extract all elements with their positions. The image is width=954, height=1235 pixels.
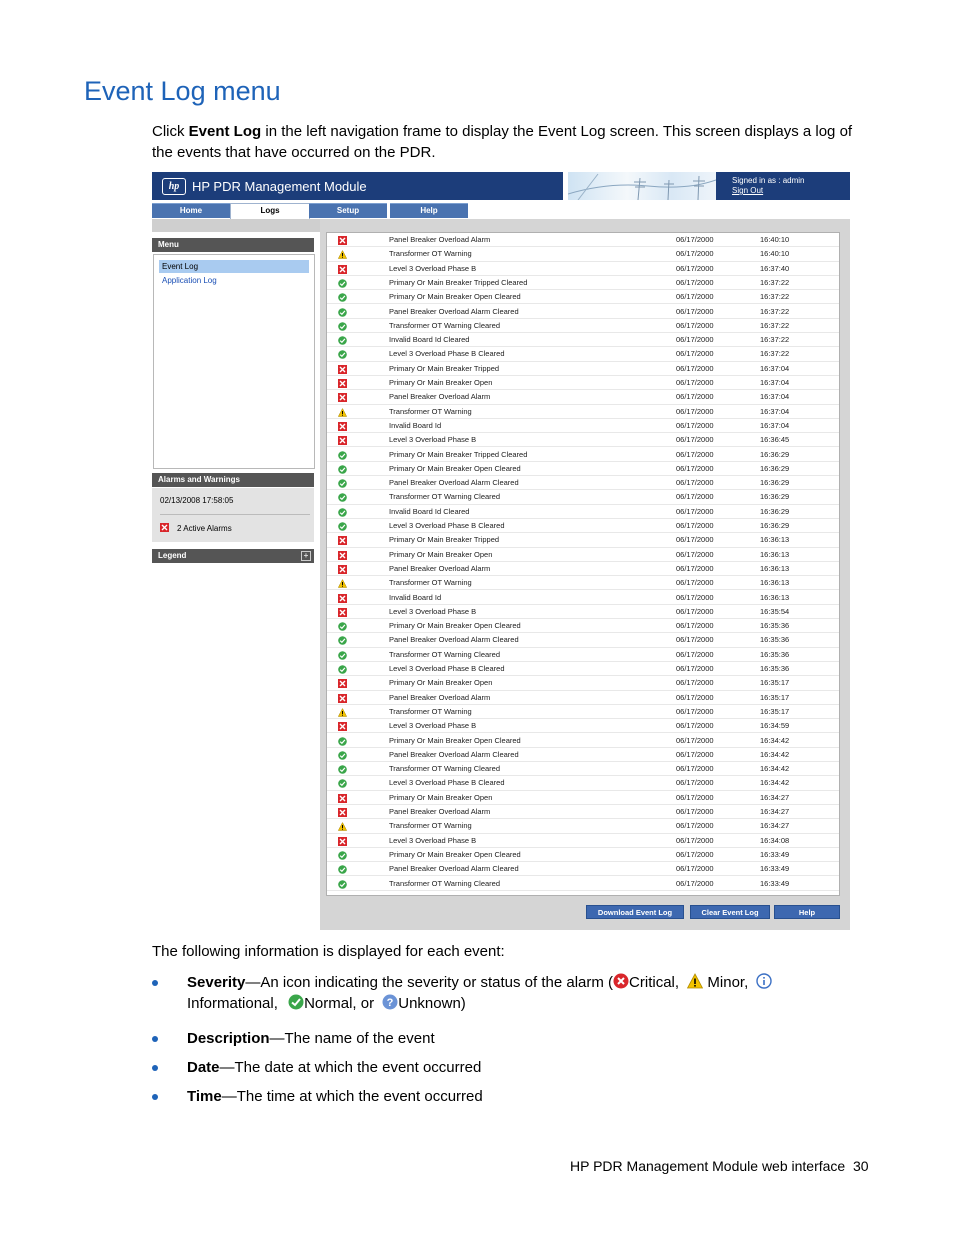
event-description: Primary Or Main Breaker Tripped [389,535,500,545]
event-description: Transformer OT Warning [389,406,472,416]
table-row [327,490,839,504]
help-button[interactable]: Help [774,905,840,919]
table-row [327,462,839,476]
event-date: 06/17/2000 [676,649,714,659]
event-description: Transformer OT Warning [389,821,472,831]
event-description: Transformer OT Warning Cleared [389,320,501,330]
event-date: 06/17/2000 [676,306,714,316]
table-row [327,805,839,819]
table-row [327,519,839,533]
event-date: 06/17/2000 [676,749,714,759]
event-time: 16:37:40 [760,263,790,273]
event-time: 16:37:04 [760,378,790,387]
event-description: Panel Breaker Overload Alarm [389,392,491,402]
app-title: HP PDR Management Module [192,179,367,194]
event-date: 06/17/2000 [676,778,714,788]
event-description: Transformer OT Warning Cleared [389,764,501,774]
event-date: 06/17/2000 [676,406,714,416]
table-row [327,776,839,790]
normal-icon [338,465,347,474]
event-date: 06/17/2000 [676,349,714,359]
hp-logo: hp [162,178,186,195]
table-row [327,719,839,733]
critical-label: Critical, [629,974,680,991]
event-time: 16:37:22 [760,277,790,287]
event-date: 06/17/2000 [676,792,714,802]
critical-icon [338,837,347,846]
table-row [327,819,839,833]
critical-icon [338,722,347,731]
unknown-label: Unknown) [398,995,466,1012]
event-time: 16:35:36 [760,649,790,659]
event-date: 06/17/2000 [676,449,714,459]
date-term: Date [187,1059,220,1076]
table-row [327,290,839,304]
table-row [327,419,839,433]
table-row [327,390,839,404]
event-date: 06/17/2000 [676,535,714,545]
table-row [327,705,839,719]
event-description: Primary Or Main Breaker Tripped Cleared [389,449,528,459]
event-description: Primary Or Main Breaker Open Cleared [389,849,521,859]
event-description: Level 3 Overload Phase B [389,721,477,731]
description-text [187,1028,877,1049]
minor-icon [338,579,347,588]
signed-in-label: Signed in as : admin [732,176,805,185]
table-row [327,762,839,776]
critical-icon [338,594,347,603]
event-description: Invalid Board Id Cleared [389,506,470,516]
event-description: Level 3 Overload Phase B [389,263,477,273]
sign-out-link[interactable]: Sign Out [732,186,764,195]
event-date: 06/17/2000 [676,706,714,716]
normal-icon [338,851,347,860]
normal-icon [338,765,347,774]
table-row [327,305,839,319]
page-title: Event Log menu [84,76,281,106]
table-row [327,319,839,333]
event-date: 06/17/2000 [676,378,714,387]
critical-icon [338,608,347,617]
event-description: Level 3 Overload Phase B [389,835,477,845]
event-description: Primary Or Main Breaker Tripped Cleared [389,277,528,287]
event-time: 16:36:13 [760,578,790,588]
event-time: 16:36:29 [760,492,790,502]
normal-icon [338,279,347,288]
event-time: 16:36:13 [760,592,790,602]
critical-icon [338,536,347,545]
table-row [327,448,839,462]
time-desc: —The time at which the event occurred [221,1088,483,1105]
table-row [327,848,839,862]
critical-icon [160,523,169,532]
event-time: 16:40:10 [760,235,790,244]
event-date: 06/17/2000 [676,420,714,430]
critical-icon [338,794,347,803]
event-time: 16:37:04 [760,363,790,373]
event-date: 06/17/2000 [676,835,714,845]
critical-icon [338,365,347,374]
footer-text: HP PDR Management Module web interface [570,1158,846,1174]
event-time: 16:35:17 [760,692,790,702]
event-description: Primary Or Main Breaker Open Cleared [389,735,521,745]
event-description: Transformer OT Warning Cleared [389,878,501,888]
table-row [327,748,839,762]
normal-icon [338,508,347,517]
bullet-dot [152,980,158,986]
event-time: 16:37:22 [760,349,790,359]
event-description: Panel Breaker Overload Alarm [389,807,491,816]
event-date: 06/17/2000 [676,521,714,530]
event-description: Panel Breaker Overload Alarm [389,692,491,702]
event-date: 06/17/2000 [676,635,714,645]
normal-icon [288,994,304,1010]
alarms-header: Alarms and Warnings [152,473,314,487]
normal-icon [338,651,347,660]
event-time: 16:34:08 [760,835,790,845]
event-date: 06/17/2000 [676,235,714,244]
app-banner [152,172,850,200]
event-time: 16:35:17 [760,678,790,688]
table-row [327,533,839,547]
normal-icon [338,493,347,502]
event-description: Panel Breaker Overload Alarm Cleared [389,864,519,874]
critical-icon [338,551,347,560]
tab-bar [152,203,850,219]
event-date: 06/17/2000 [676,478,714,488]
event-time: 16:34:27 [760,807,790,816]
table-row [327,505,839,519]
event-description: Primary Or Main Breaker Open Cleared [389,292,521,302]
user-box [722,172,850,200]
event-time: 16:36:45 [760,435,790,445]
event-date: 06/17/2000 [676,864,714,874]
bullet-dot [152,1065,158,1071]
table-row [327,662,839,676]
event-date: 06/17/2000 [676,721,714,731]
tab-help[interactable]: Help [390,203,468,218]
description-desc: —The name of the event [269,1030,435,1047]
event-time: 16:35:17 [760,706,790,716]
tab-logs[interactable]: Logs [230,203,310,219]
normal-icon [338,880,347,889]
event-description: Primary Or Main Breaker Tripped [389,363,500,373]
intro-post: in the left navigation frame to display the Event Log screen. This screen displays a log of the events that have occurred on the PDR. [152,123,853,161]
normal-icon [338,751,347,760]
time-text [187,1086,877,1107]
event-time: 16:37:04 [760,392,790,402]
event-description: Level 3 Overload Phase B [389,606,477,616]
event-date: 06/17/2000 [676,335,714,345]
minor-icon [338,250,347,259]
table-row [327,605,839,619]
event-description: Primary Or Main Breaker Open Cleared [389,621,521,631]
event-time: 16:35:36 [760,621,790,631]
event-date: 06/17/2000 [676,664,714,673]
event-date: 06/17/2000 [676,320,714,330]
normal-icon [338,779,347,788]
intro-pre: Click [152,123,189,140]
event-description: Invalid Board Id [389,420,442,430]
table-row [327,347,839,361]
expand-icon[interactable]: + [301,551,311,561]
table-row [327,262,839,276]
event-description: Primary Or Main Breaker Open [389,378,493,387]
table-row [327,576,839,590]
table-row [327,562,839,576]
normal-icon [338,479,347,488]
event-date: 06/17/2000 [676,249,714,259]
table-row [327,877,839,891]
tab-home[interactable]: Home [152,203,230,218]
minor-icon [338,822,347,831]
event-date: 06/17/2000 [676,277,714,287]
critical-icon [338,265,347,274]
bullet-dot [152,1094,158,1100]
table-row [327,734,839,748]
event-time: 16:33:49 [760,878,790,888]
normal-icon [338,522,347,531]
event-date: 06/17/2000 [676,621,714,631]
event-time: 16:34:27 [760,792,790,802]
event-time: 16:36:29 [760,506,790,516]
event-description: Invalid Board Id Cleared [389,335,470,345]
critical-icon [338,436,347,445]
critical-icon [338,808,347,817]
event-description: Transformer OT Warning [389,706,472,716]
minor-icon [687,973,703,989]
normal-icon [338,636,347,645]
event-date: 06/17/2000 [676,549,714,559]
event-date: 06/17/2000 [676,292,714,302]
normal-icon [338,622,347,631]
event-date: 06/17/2000 [676,592,714,602]
event-time: 16:35:36 [760,664,790,673]
event-date: 06/17/2000 [676,263,714,273]
event-date: 06/17/2000 [676,764,714,774]
event-description: Panel Breaker Overload Alarm [389,563,491,573]
table-row [327,233,839,247]
severity-text [187,972,877,1014]
event-date: 06/17/2000 [676,463,714,473]
event-description: Level 3 Overload Phase B Cleared [389,349,505,359]
table-row [327,376,839,390]
menu-item-application-log[interactable]: Application Log [162,276,217,285]
event-date: 06/17/2000 [676,807,714,816]
minor-icon [338,408,347,417]
event-description: Level 3 Overload Phase B Cleared [389,521,505,530]
event-description: Panel Breaker Overload Alarm Cleared [389,635,519,645]
table-row [327,791,839,805]
table-row [327,362,839,376]
critical-icon [338,422,347,431]
event-time: 16:37:22 [760,292,790,302]
bullet-dot [152,1036,158,1042]
event-time: 16:33:49 [760,864,790,874]
legend-header[interactable] [152,549,314,563]
event-time: 16:34:59 [760,721,790,731]
event-description: Invalid Board Id [389,592,442,602]
page-footer [570,1158,869,1174]
informational-label: Informational, [187,995,278,1012]
event-description: Panel Breaker Overload Alarm Cleared [389,306,519,316]
table-row [327,834,839,848]
unknown-icon [382,994,398,1010]
table-row [327,633,839,647]
event-date: 06/17/2000 [676,563,714,573]
event-log-table[interactable] [326,232,840,896]
minor-icon [338,708,347,717]
event-description: Level 3 Overload Phase B [389,435,477,445]
event-time: 16:34:42 [760,749,790,759]
event-time: 16:35:54 [760,606,790,616]
event-time: 16:36:29 [760,463,790,473]
normal-icon [338,293,347,302]
event-time: 16:37:22 [760,335,790,345]
event-date: 06/17/2000 [676,392,714,402]
minor-label: Minor, [707,974,749,991]
critical-icon [338,565,347,574]
table-row [327,691,839,705]
event-time: 16:37:04 [760,406,790,416]
time-term: Time [187,1088,222,1105]
table-row [327,862,839,876]
critical-icon [338,393,347,402]
download-event-log-button[interactable]: Download Event Log [586,905,684,919]
svg-text:?: ? [386,997,394,1009]
table-row [327,276,839,290]
event-description: Level 3 Overload Phase B Cleared [389,778,505,788]
event-log-screenshot [152,172,850,932]
alarms-timestamp: 02/13/2008 17:58:05 [160,496,234,505]
event-time: 16:37:04 [760,420,790,430]
tab-setup[interactable]: Setup [309,203,387,218]
event-time: 16:34:42 [760,735,790,745]
event-time: 16:36:13 [760,549,790,559]
table-row [327,676,839,690]
normal-icon [338,665,347,674]
event-time: 16:36:29 [760,449,790,459]
event-date: 06/17/2000 [676,363,714,373]
table-row [327,247,839,261]
menu-panel [153,254,315,469]
clear-event-log-button[interactable]: Clear Event Log [690,905,770,919]
info-icon [756,973,772,989]
power-lines-graphic [568,172,716,200]
severity-term: Severity [187,974,246,991]
event-date: 06/17/2000 [676,735,714,745]
normal-icon [338,865,347,874]
event-date: 06/17/2000 [676,435,714,445]
legend-label: Legend [158,551,187,560]
normal-icon [338,451,347,460]
event-time: 16:36:13 [760,563,790,573]
power-lines-image [568,172,716,200]
alarms-panel [152,488,314,542]
critical-icon [338,694,347,703]
event-description: Panel Breaker Overload Alarm Cleared [389,478,519,488]
normal-label: Normal, or [304,995,375,1012]
normal-icon [338,308,347,317]
event-time: 16:34:27 [760,821,790,831]
event-date: 06/17/2000 [676,849,714,859]
table-row [327,333,839,347]
event-time: 16:33:49 [760,849,790,859]
event-description: Transformer OT Warning Cleared [389,492,501,502]
event-description: Transformer OT Warning [389,249,472,259]
normal-icon [338,322,347,331]
event-time: 16:37:22 [760,306,790,316]
event-date: 06/17/2000 [676,878,714,888]
event-description: Primary Or Main Breaker Open [389,678,493,688]
critical-icon [338,236,347,245]
event-time: 16:36:29 [760,478,790,488]
event-time: 16:36:29 [760,521,790,530]
event-description: Transformer OT Warning [389,578,472,588]
table-row [327,591,839,605]
critical-icon [338,379,347,388]
page-number: 30 [853,1158,869,1174]
menu-header: Menu [152,238,314,252]
date-desc: —The date at which the event occurred [219,1059,482,1076]
event-time: 16:35:36 [760,635,790,645]
normal-icon [338,350,347,359]
table-row [327,548,839,562]
event-time: 16:36:13 [760,535,790,545]
event-date: 06/17/2000 [676,578,714,588]
event-date: 06/17/2000 [676,506,714,516]
description-term: Description [187,1030,270,1047]
event-date: 06/17/2000 [676,492,714,502]
event-description: Panel Breaker Overload Alarm Cleared [389,749,519,759]
event-description: Panel Breaker Overload Alarm [389,235,491,244]
normal-icon [338,336,347,345]
event-date: 06/17/2000 [676,692,714,702]
event-description: Primary Or Main Breaker Open Cleared [389,463,521,473]
event-time: 16:34:42 [760,764,790,774]
alarms-divider [160,514,310,515]
event-description: Level 3 Overload Phase B Cleared [389,664,505,673]
table-row [327,619,839,633]
event-date: 06/17/2000 [676,821,714,831]
event-time: 16:34:42 [760,778,790,788]
event-date: 06/17/2000 [676,678,714,688]
event-description: Primary Or Main Breaker Open [389,792,493,802]
banner-left [152,172,563,200]
intro-paragraph [152,121,862,163]
event-date: 06/17/2000 [676,606,714,616]
alarms-count: 2 Active Alarms [177,524,232,533]
alarms-status [160,523,232,533]
event-time: 16:40:10 [760,249,790,259]
menu-item-event-log[interactable]: Event Log [159,260,309,273]
intro-bold: Event Log [188,123,262,140]
table-row [327,648,839,662]
critical-icon [613,973,629,989]
event-time: 16:37:22 [760,320,790,330]
critical-icon [338,679,347,688]
table-row [327,405,839,419]
event-description: Transformer OT Warning Cleared [389,649,501,659]
table-row [327,433,839,447]
date-text [187,1057,877,1078]
info-line: The following information is displayed for each event: [152,943,505,960]
event-description: Primary Or Main Breaker Open [389,549,493,559]
table-row [327,476,839,490]
normal-icon [338,737,347,746]
severity-desc: —An icon indicating the severity or status of the alarm ( [245,974,614,991]
